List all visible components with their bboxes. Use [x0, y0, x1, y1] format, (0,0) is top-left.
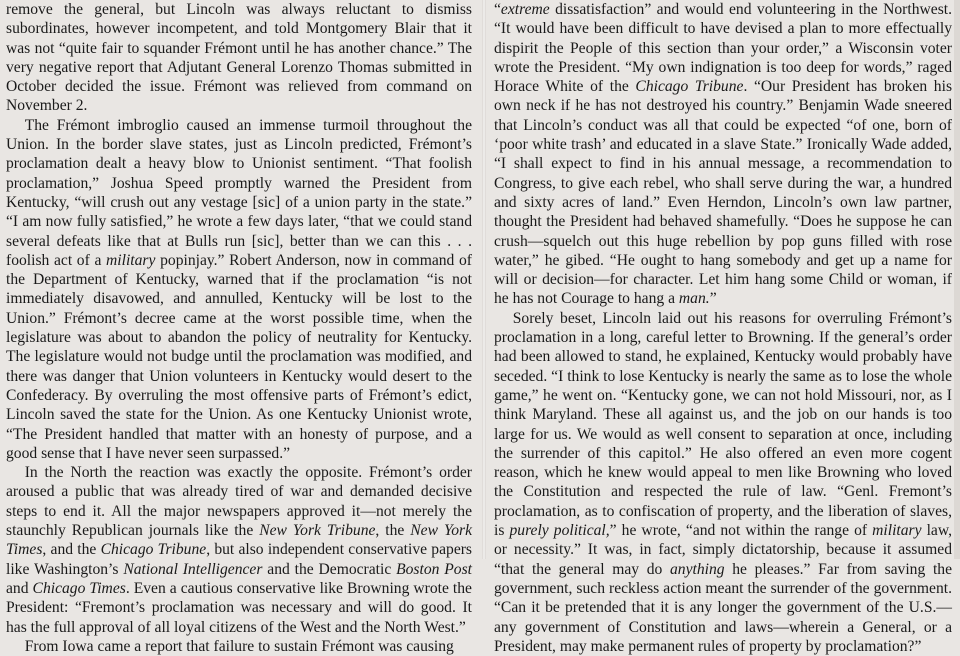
paragraph: From Iowa came a report that failure to sustain Frémont was causing: [24, 637, 454, 655]
page-edge: [954, 0, 960, 559]
paragraph: Sorely beset, Lincoln laid out his reasons for overruling Frémont’s proclamation in a long, careful letter to Browning. If the general’s order had been allowed to stand, he explained, Kentucky would probably have seceded. “I think to lose Kentucky is nearly the same as to lose the whole game,” he went on. “Kentucky gone, we can not hold Missouri, nor, as I think Maryland. These all against us, and the job on our hands is too large for us. We would as well consent to separation at once, including the surrender of this capitol.” He also offered an even more cogent reason, which he knew would appeal to men like Browning who loved the Constitution and respected the rule of law. “Genl. Fremont’s proclamation, as to confiscation of property, and the liberation of slaves, is purely political,” he wrote, “and not within the range of military law, or necessity.” It was, in fact, simply dictatorship, because it assumed “that the general may do anything he pleases.” Far from saving the government, such reckless action meant the surrender of the government. “Can it be pretended that it is any longer the government of the U.S.—any government of Constitution and laws—wherein a General, or a President, may make permanent rules of property by proclamation?”: [494, 309, 952, 655]
paragraph: In the North the reaction was exactly the opposite. Frémont’s order aroused a public that was already tired of war and demanded decisive steps to end it. All the major newspapers approved it—not merely the staunchly Republican journals like the New York Tribune, the New York Times, and the Chicago Tribune, but also independent conservative papers like Washington’s National Intelligencer and the Democratic Boston Post and Chicago Times. Even a cautious conservative like Browning wrote the President: “Fremont’s proclamation was necessary and will do good. It has the full approval of all loyal citizens of the West and the North West.”: [6, 464, 472, 636]
paragraph: remove the general, but Lincoln was always reluctant to dismiss subordinates, however incompetent, and told Montgomery Blair that it was not “quite fair to squander Frémont until he has another chance.” The very negative report that Adjutant General Lorenzo Thomas submitted in October decided the issue. Frémont was relieved from command on November 2.: [6, 1, 472, 115]
paragraph: “extreme dissatisfaction” and would end volunteering in the Northwest. “It would have been difficult to have devised a plan to more effectually dispirit the People of this section than your order,” a Wisconsin voter wrote the President. “My own indignation is too deep for words,” raged Horace White of the Chicago Tribune. “Our President has broken his own neck if he has not destroyed his country.” Benjamin Wade sneered that Lincoln’s conduct was all that could be expected “of one, born of ‘poor white trash’ and educated in a slave State.” Ironically Wade added, “I shall expect to find in his annual message, a recommendation to Congress, to give each rebel, who shall serve during the war, a hundred and sixty acres of land.” Even Herndon, Lincoln’s own law partner, thought the President had behaved shamefully. “Does he suppose he can crush—squelch out this huge rebellion by pop guns filled with rose water,” he gibed. “He ought to hang somebody and get up a name for will or decision—for character. Let him hang some Child or woman, if he has not Courage to hang a man.”: [494, 1, 953, 308]
right-text-column: [494, 0, 952, 656]
page-gutter: [482, 0, 486, 559]
left-text-column: [6, 0, 472, 656]
paragraph: The Frémont imbroglio caused an immense turmoil throughout the Union. In the border slave states, just as Lincoln predicted, Frémont’s proclamation dealt a heavy blow to Unionist sentiment. “That foolish proclamation,” Joshua Speed promptly warned the President from Kentucky, “will crush out any vestage [sic] of a union party in the state.” “I am now fully satisfied,” he wrote a few days later, “that we could stand several defeats like that at Bulls run [sic], better than we can this . . . foolish act of a military popinjay.” Robert Anderson, now in command of the Department of Kentucky, warned that if the proclamation “is not immediately disavowed, and annulled, Kentucky will be lost to the Union.” Frémont’s decree came at the worst possible time, when the legislature was about to abandon the policy of neutrality for Kentucky. The legislature would not budge until the proclamation was modified, and there was danger that Union volunteers in Kentucky would desert to the Confederacy. By overruling the most offensive parts of Frémont’s edict, Lincoln saved the state for the Union. As one Kentucky Unionist wrote, “The President handled that matter with an honesty of purpose, and a good sense that I have never seen surpassed.”: [6, 116, 472, 462]
